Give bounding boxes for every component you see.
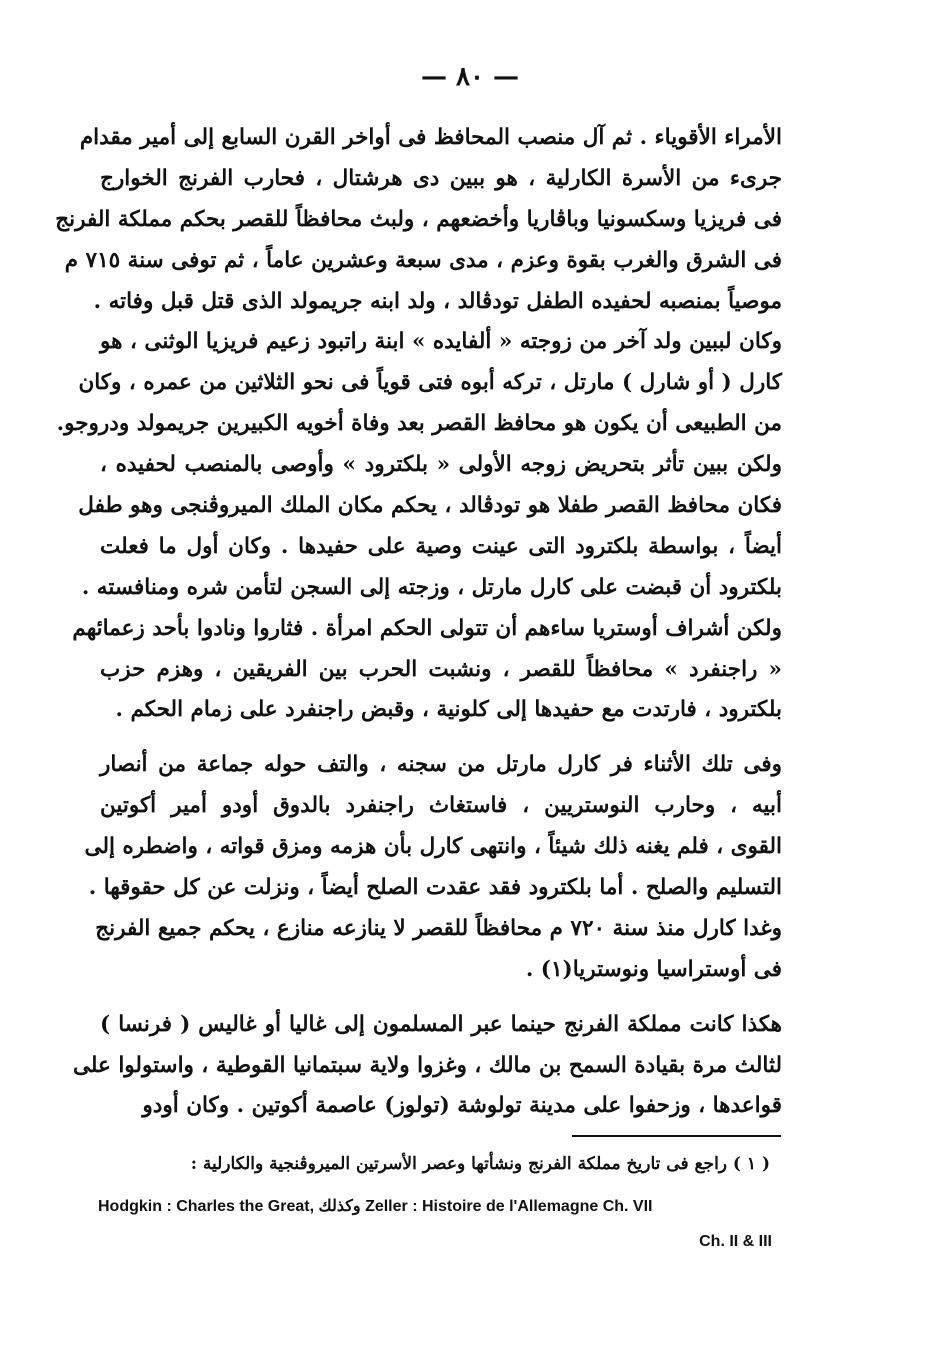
footnote-and: وكذلك — [318, 1196, 361, 1215]
page-number: — ٨٠ — — [420, 62, 520, 92]
paragraph-gap — [100, 991, 782, 1005]
footnote-arabic: ( ١ ) راجع فى تاريخ مملكة الفرنج ونشأتها وعصر الأسرتين الميروڤنجية والكارلية : — [190, 1154, 770, 1174]
text-line: ولكن أشراف أوستريا ساءهم أن تتولى الحكم امرأة . فثاروا ونادوا بأحد زعمائهم — [72, 615, 782, 641]
text-line: أيضاً ، بواسطة بلكترود التى عينت وصية على حفيدها . وكان أول ما فعلت — [100, 533, 782, 559]
footnote-ref-hodgkin: Hodgkin : Charles the Great, — [98, 1198, 315, 1215]
text-line: ولكن ببين تأثر بتحريض زوجه الأولى « بلكترود » وأوصى بالمنصب لحفيده ، — [100, 452, 782, 478]
text-line: من الطبيعى أن يكون هو محافظ القصر بعد وفاة أخويه الكبيرين جريمولد ودروجو. — [56, 411, 782, 437]
body-text — [55, 118, 782, 1127]
text-line: كارل ( أو شارل ) مارتل ، تركه أبوه فتى قوياً فى نحو الثلاثين من عمره ، وكان — [78, 370, 782, 396]
text-line: فى فريزيا وسكسونيا وباڤاريا وأخضعهم ، ولبث محافظاً للقصر بحكم مملكة الفرنج — [55, 206, 782, 232]
text-line: وكان لببين ولد آخر من زوجته « ألفايده » ابنة راتبود زعيم فريزيا الوثنى ، هو — [100, 329, 782, 355]
text-line: فى أوستراسيا ونوستريا(١) . — [525, 956, 782, 982]
text-line: فى الشرق والغرب بقوة وعزم ، مدى سبعة وعشرين عاماً ، ثم توفى سنة ٧١٥ م — [64, 247, 782, 273]
text-line: « راجنفرد » محافظاً للقصر ، ونشبت الحرب بين الفريقين ، وهزم حزب — [100, 656, 782, 682]
text-line: الأمراء الأقوياء . ثم آل منصب المحافظ فى أواخر القرن السابع إلى أمير مقدام — [79, 125, 782, 150]
footnote-ref-zeller: Zeller : Histoire de l'Allemagne Ch. VII — [365, 1198, 653, 1215]
text-line: بلكترود ، فارتدت مع حفيدها إلى كلونية ، وقبض راجنفرد على زمام الحكم . — [115, 697, 782, 723]
text-line: وغدا كارل منذ سنة ٧٢٠ م محافظاً للقصر لا ينازعه منازع ، يحكم جميع الفرنج — [95, 915, 782, 941]
footnote-chapters: Ch. II & III — [699, 1233, 772, 1250]
text-line: التسليم والصلح . أما بلكترود فقد عقدت الصلح أيضاً ، ونزلت عن كل حقوقها . — [88, 875, 782, 901]
text-line: أبيه ، وحارب النوستريين ، فاستغاث راجنفرد بالدوق أودو أمير أكوتين — [100, 793, 782, 819]
text-line: هكذا كانت مملكة الفرنج حينما عبر المسلمون إلى غاليا أو غاليس ( فرنسا ) — [100, 1011, 782, 1037]
text-line: موصياً بمنصبه لحفيده الطفل تودڤالد ، ولد ابنه جريمولد الذى قتل قبل وفاته . — [93, 288, 782, 314]
text-line: لثالث مرة بقيادة السمح بن مالك ، وغزوا ولاية سبتمانيا القوطية ، واستولوا على — [72, 1052, 782, 1078]
paragraph-gap — [100, 731, 782, 745]
text-line: وفى تلك الأثناء فر كارل مارتل من سجنه ، والتف حوله جماعة من أنصار — [100, 752, 782, 778]
text-line: جرىء من الأسرة الكارلية ، هو ببين دى هرشتال ، فحارب الفرنج الخوارج — [100, 165, 782, 191]
text-line: القوى ، فلم يغنه ذلك شيئاً ، وانتهى كارل بأن هزمه ومزق قواته ، واضطره إلى — [84, 834, 782, 860]
text-line: قواعدها ، وزحفوا على مدينة تولوشة (تولوز) عاصمة أكوتين . وكان أودو — [142, 1093, 782, 1119]
footnote-references — [98, 1190, 782, 1223]
text-line: بلكترود أن قبضت على كارل مارتل ، وزجته إلى السجن لتأمن شره ومنافسته . — [81, 574, 782, 600]
text-line: فكان محافظ القصر طفلا هو تودڤالد ، يحكم مكان الملك الميروڤنجى وهو طفل — [78, 493, 782, 519]
footnote-rule — [572, 1135, 781, 1137]
